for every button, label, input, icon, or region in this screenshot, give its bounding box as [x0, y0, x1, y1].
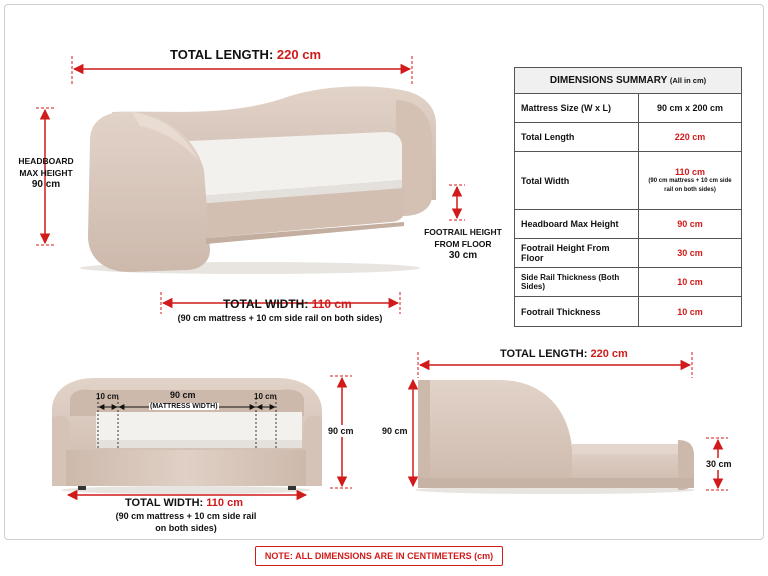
top-total-width-note: (90 cm mattress + 10 cm side rail on both sides)	[177, 313, 383, 323]
dimensions-summary-table	[514, 67, 742, 327]
front-total-width-note: (90 cm mattress + 10 cm side rail on both sides)	[115, 511, 257, 533]
daybed-side-view	[415, 380, 695, 494]
footrail-label: FOOTRAIL HEIGHT FROM FLOOR 30 cm	[424, 227, 502, 261]
side-height-label: 90 cm	[382, 426, 408, 436]
headboard-label: HEADBOARD MAX HEIGHT 90 cm	[18, 156, 74, 190]
top-total-length-label: TOTAL LENGTH: 220 cm	[170, 47, 321, 62]
front-mattress-note: (MATTRESS WIDTH)	[150, 403, 218, 410]
front-height-label: 90 cm	[328, 426, 354, 436]
front-side-right-label: 10 cm	[254, 392, 277, 401]
front-total-width-label: TOTAL WIDTH: 110 cm	[125, 497, 243, 509]
front-mattress-label: 90 cm	[170, 390, 196, 400]
side-footrail-label: 30 cm	[706, 459, 732, 469]
summary-row: Footrail Thickness 10 cm	[515, 297, 742, 327]
summary-row: Total Length 220 cm	[515, 123, 742, 152]
top-total-width-label: TOTAL WIDTH: 110 cm	[223, 297, 352, 311]
footer-note: NOTE: ALL DIMENSIONS ARE IN CENTIMETERS (cm)	[255, 546, 503, 566]
summary-row: Side Rail Thickness (Both Sides) 10 cm	[515, 268, 742, 297]
summary-row: Total Width 110 cm (90 cm mattress + 10 cm side rail on both sides)	[515, 152, 742, 210]
daybed-perspective	[80, 86, 436, 274]
side-total-length-label: TOTAL LENGTH: 220 cm	[500, 348, 628, 360]
summary-title: DIMENSIONS SUMMARY (All in cm)	[515, 68, 742, 94]
summary-row: Mattress Size (W x L) 90 cm x 200 cm	[515, 94, 742, 123]
front-side-left-label: 10 cm	[96, 392, 119, 401]
summary-row: Footrail Height From Floor 30 cm	[515, 239, 742, 268]
summary-row: Headboard Max Height 90 cm	[515, 210, 742, 239]
